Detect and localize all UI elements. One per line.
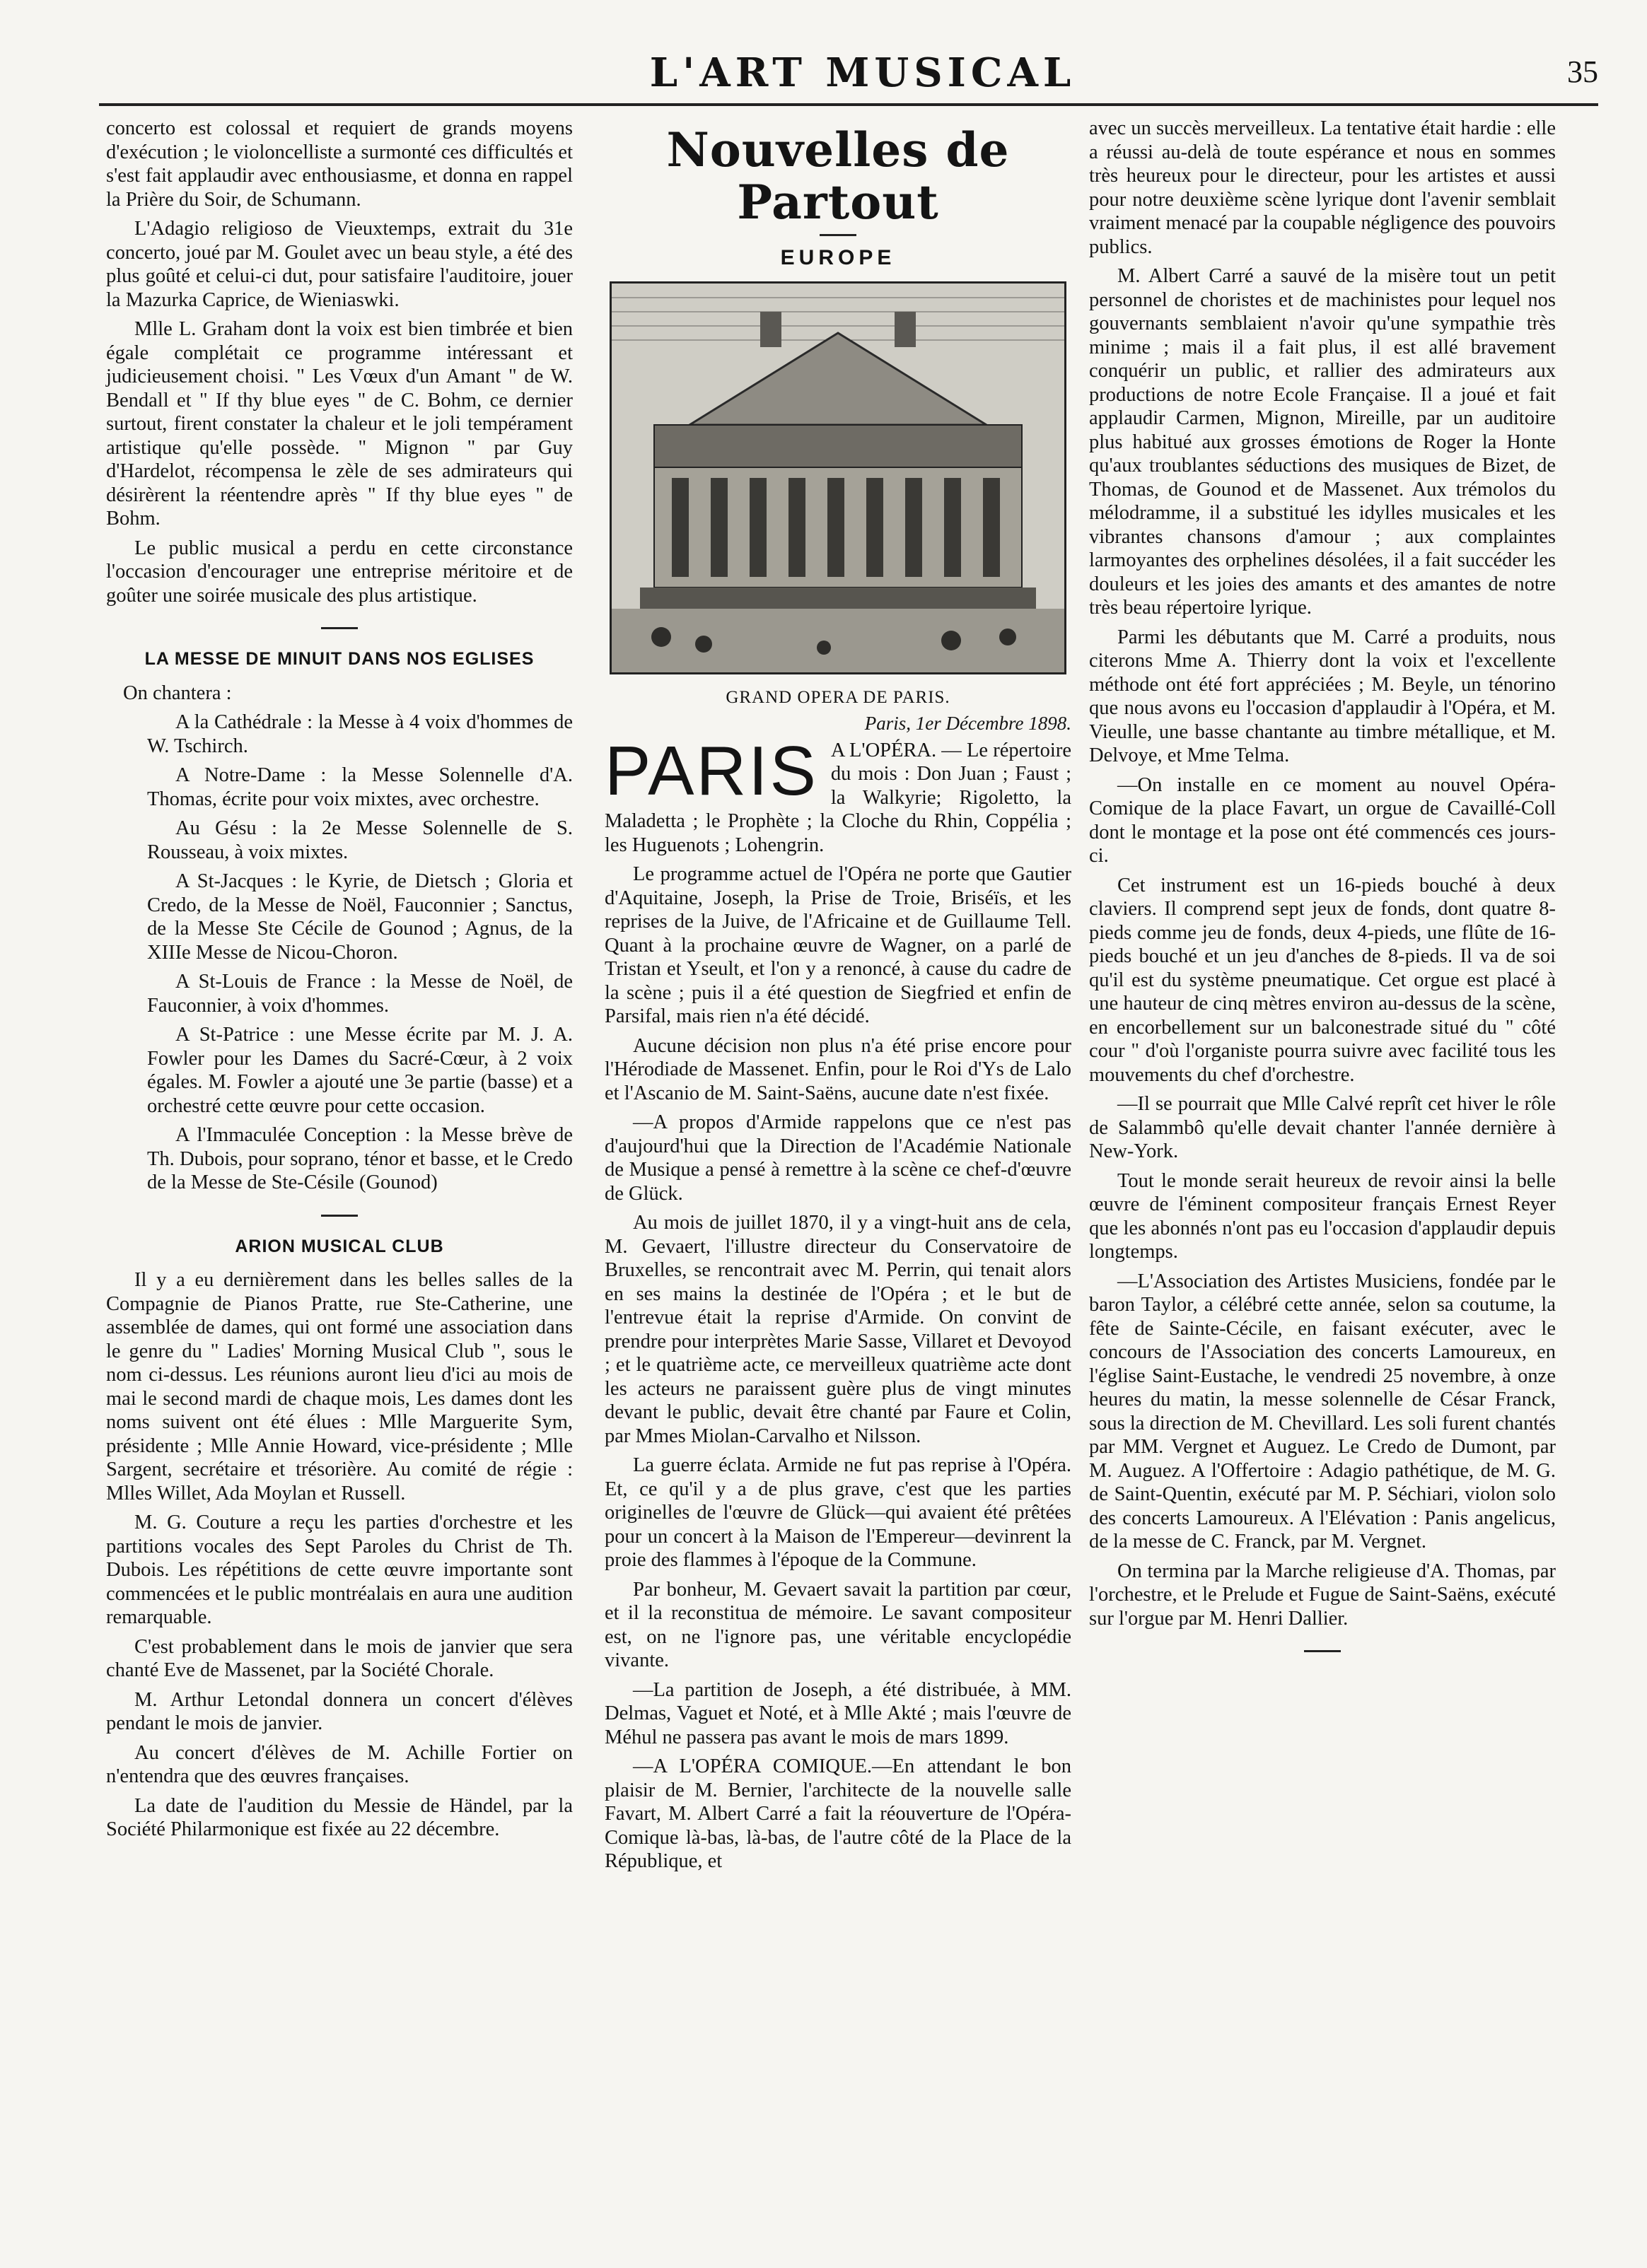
list-item: A St-Patrice : une Messe écrite par M. J. A. Fowler pour les Dames du Sacré-Cœur, à 2 voix égales. M. Fowler a ajouté une 3e partie (basse) et a orchestré cette œuvre pour cette occasion. <box>147 1024 573 1117</box>
paragraph: L'Adagio religioso de Vieuxtemps, extrait du 31e concerto, joué par M. Goulet avec un beau style, a été des plus goûté et celui-ci dut, pour satisfaire l'auditoire, jouer la Mazurka Caprice, de Wieniaswki. <box>106 218 573 311</box>
paragraph: M. Albert Carré a sauvé de la misère tout un petit personnel de choristes et de machinistes pour lequel nos gouvernants semblaient n'avoir qu'une sympathie très minime ; mais il a fait plus, il est allé bravement conquérir un public, et rallier des admirateurs aux productions de notre Ecole Française. Il a joué et fait applaudir Carmen, Mignon, Mireille, par un auditoire plus habitué aux grosses émotions de Roger la Honte qu'aux troublantes séductions des musiques de Bizet, de Thomas, de Gounod et de Massenet. Aux trémolos du mélodramme, il a substitué les idylles musicales et les vibrantes chansons d'amour ; aux complaintes larmoyantes des orphelines désolées, il a fait succéder les douleurs et les joies des amants et des amantes de notre très beau répertoire lyrique. <box>1089 265 1556 619</box>
column-3 <box>1089 117 1556 1671</box>
paragraph: Cet instrument est un 16-pieds bouché à deux claviers. Il comprend sept jeux de fonds, dont quatre 8-pieds comme jeu de fonds, deux 4-pieds, une flûte de 16-pieds bouché et un jeu d'anches de 8-pieds. Il va de soi qu'il est du système pneumatique. Cet orgue est placé à une hauteur de cinq mètres environ au-dessus de la scène, en encorbellement sur un balconestrade situé du " côté cour " d'où l'organiste pourra suivre avec facilité tous les mouvements du chef d'orchestre. <box>1089 874 1556 1086</box>
paragraph: —On installe en ce moment au nouvel Opéra-Comique de la place Favart, un orgue de Cavaillé-Coll dont le montage et la pose ont été commencés ces jours-ci. <box>1089 773 1556 867</box>
section-divider <box>321 627 358 629</box>
list-item: A la Cathédrale : la Messe à 4 voix d'hommes de W. Tschirch. <box>147 711 573 757</box>
subsection-title: EUROPE <box>780 246 896 269</box>
paragraph: C'est probablement dans le mois de janvier que sera chanté Eve de Massenet, par la Société Chorale. <box>106 1635 573 1681</box>
paragraph: La date de l'audition du Messie de Händel, par la Société Philarmonique est fixée au 22 décembre. <box>106 1794 573 1840</box>
opera-building-image <box>612 284 1064 672</box>
paragraph: avec un succès merveilleux. La tentative était hardie : elle a réussi au-delà de toute espérance et nous en sommes très heureux pour le directeur, pour les artistes et aussi pour notre deuxième scène lyrique dont l'avenir semblait vraiment menacé par la coupable négligence des pouvoirs publics. <box>1089 117 1556 258</box>
paragraph: Le programme actuel de l'Opéra ne porte que Gautier d'Aquitaine, Joseph, la Prise de Troie, Briséïs, et les reprises de la Juive, de l'Africaine et de Guillaume Tell. Quant à la prochaine œuvre de Wagner, on a parlé de Tristan et Yseult, et l'on y a renoncé, à cause du cadre de la scène ; puis il a été question de Siegfried et enfin de Parsifal, mais rien n'a été décidé. <box>605 863 1071 1027</box>
paragraph: Tout le monde serait heureux de revoir ainsi la belle œuvre de l'éminent compositeur français Ernest Reyer que les abonnés n'ont pas eu l'occasion d'applaudir depuis longtemps. <box>1089 1169 1556 1263</box>
messe-heading: LA MESSE DE MINUIT DANS NOS EGLISES <box>144 649 535 669</box>
dateline: Paris, 1er Décembre 1898. <box>864 713 1071 734</box>
list-item: A Notre-Dame : la Messe Solennelle d'A. Thomas, écrite pour voix mixtes, avec orchestre. <box>147 764 573 810</box>
masthead <box>99 44 1598 100</box>
paragraph: —A propos d'Armide rappelons que ce n'est pas d'aujourd'hui que la Direction de l'Académie Nationale de Musique a pensé à remettre à la scène ce chef-d'œuvre de Glück. <box>605 1111 1071 1205</box>
paragraph: Par bonheur, M. Gevaert savait la partition par cœur, et il la reconstitua de mémoire. Le savant compositeur est, on ne l'ignore pas, une véritable encyclopédie vivante. <box>605 1578 1071 1671</box>
paragraph: —A L'OPÉRA COMIQUE.—En attendant le bon plaisir de M. Bernier, l'architecte de la nouvelle salle Favart, M. Albert Carré a fait la réouverture de l'Opéra-Comique là-bas, là-bas, de l'autre côté de la Place de la République, et <box>605 1755 1071 1872</box>
header-rule <box>99 103 1598 106</box>
list-item: A l'Immaculée Conception : la Messe brève de Th. Dubois, pour soprano, ténor et basse, et le Credo de la Messe de Ste-Césile (Gounod) <box>147 1124 573 1193</box>
paragraph: —L'Association des Artistes Musiciens, fondée par le baron Taylor, a célébré cette année, selon sa coutume, la fête de Sainte-Cécile, en faisant exécuter, avec le concours de l'Association des concerts Lamoureux, en l'église Saint-Eustache, le vendredi 25 novembre, à onze heures du matin, la messe solennelle de César Franck, sous la direction de M. Chevillard. Les soli furent chantés par MM. Vergnet et Auguez. Le Credo de Dumont, par M. Auguez. A l'Offertoire : Adagio pathétique, de M. G. de Saint-Quentin, exécuté par M. P. Séchiari, violon solo des concerts Lamoureux. A l'Elévation : Panis angelicus, de la messe de C. Franck, par M. Vergnet. <box>1089 1270 1556 1553</box>
column-1 <box>106 117 573 1847</box>
paragraph: Au mois de juillet 1870, il y a vingt-huit ans de cela, M. Gevaert, l'illustre directeur du Conservatoire de Bruxelles, se rencontrait avec M. Perrin, qui tenait alors en ses mains la destinée de l'Opéra ; et le but de l'entrevue était la reprise d'Armide. On convint de prendre pour interprètes Marie Sasse, Villaret et Devoyod ; et le quatrième acte, ce merveilleux quatrième acte dont les acteurs ne paraissent guère plus de vingt minutes devant le public, devait être chanté par Faure et Colin, par Mmes Miolan-Carvalho et Nilsson. <box>605 1212 1071 1447</box>
section-title: Nouvelles de Partout <box>666 122 1010 230</box>
paragraph: Parmi les débutants que M. Carré a produits, nous citerons Mme A. Thierry dont la voix et l'excellente méthode ont été fort appréciées ; M. Beyle, un ténorino que nous avons eu l'occasion d'applaudir à l'Opéra, et M. Vieulle, une basse chantante au timbre métallique, et M. Delvoye, et Mme Telma. <box>1089 626 1556 766</box>
section-divider <box>820 234 856 236</box>
lead-article <box>605 731 1071 858</box>
paragraph: M. Arthur Letondal donnera un concert d'élèves pendant le mois de janvier. <box>106 1688 573 1734</box>
section-divider <box>321 1215 358 1217</box>
paragraph: On termina par la Marche religieuse d'A. Thomas, par l'orchestre, et le Prelude et Fugue de Saint-Saëns, exécuté sur l'orgue par M. Henri Dallier. <box>1089 1560 1556 1630</box>
messe-intro: On chantera : <box>123 682 232 704</box>
paragraph: —La partition de Joseph, a été distribuée, à MM. Delmas, Vaguet et Noté, et à Mlle Akté ; mais l'œuvre de Méhul ne passera pas avant le mois de mars 1899. <box>605 1678 1071 1748</box>
paragraph: —Il se pourrait que Mlle Calvé reprît cet hiver le rôle de Salammbô qu'elle devait chanter l'année dernière à New-York. <box>1089 1093 1556 1162</box>
arion-heading: ARION MUSICAL CLUB <box>235 1236 444 1256</box>
section-divider <box>1304 1650 1341 1652</box>
paragraph: La guerre éclata. Armide ne fut pas reprise à l'Opéra. Et, ce qu'il y a de plus grave, c'est que les parties originelles de l'œuvre de Glück—qui avaient été prêtées pour un concert à la Maison de l'Empereur—devinrent la proie des flammes à l'époque de la Commune. <box>605 1454 1071 1571</box>
paragraph: Mlle L. Graham dont la voix est bien timbrée et bien égale complétait ce programme intéressant et judicieusement choisi. " Les Vœux d'un Amant " de W. Bendall et " If thy blue eyes " de C. Bohm, ce dernier surtout, firent constater la chaleur et le joli tempérament artistique qu'elle possède. " Mignon " par Guy d'Hardelot, récompensa le zèle de ses admirateurs qui désirèrent la réentendre après " If thy blue eyes " de Bohm. <box>106 318 573 530</box>
paragraph: Aucune décision non plus n'a été prise encore pour l'Hérodiade de Massenet. Enfin, pour le Roi d'Ys de Lalo et l'Ascanio de M. Saint-Saëns, aucune date n'est fixée. <box>605 1034 1071 1104</box>
list-item: A St-Louis de France : la Messe de Noël, de Fauconnier, à voix d'hommes. <box>147 971 573 1017</box>
column-2 <box>605 117 1071 1879</box>
drop-word: PARIS <box>605 731 818 809</box>
illustration-caption: GRAND OPERA DE PARIS. <box>726 687 950 707</box>
paragraph: concerto est colossal et requiert de grands moyens d'exécution ; le violoncelliste a surmonté ces difficultés et s'est fait applaudir avec enthousiasme, et donna en rappel la Prière du Soir, de Schumann. <box>106 117 573 211</box>
journal-title: L'ART MUSICAL <box>649 49 1076 96</box>
page-number: 35 <box>1567 54 1598 89</box>
paragraph: Au concert d'élèves de M. Achille Fortier on n'entendra que des œuvres françaises. <box>106 1741 573 1787</box>
list-item: A St-Jacques : le Kyrie, de Dietsch ; Gloria et Credo, de la Messe de Noël, Fauconnier ; Sanctus, de la Messe Ste Cécile de Gounod ; Agnus, de la XIIIe Messe de Nicou-Choron. <box>147 870 573 964</box>
list-item: Au Gésu : la 2e Messe Solennelle de S. Rousseau, à voix mixtes. <box>147 817 573 863</box>
paragraph: M. G. Couture a reçu les parties d'orchestre et les partitions vocales des Sept Paroles du Christ de Th. Dubois. Les répétitions de cette œuvre importante sont commencées et le public montréalais en aura une audition remarquable. <box>106 1512 573 1628</box>
opera-illustration <box>610 281 1066 674</box>
paragraph: Le public musical a perdu en cette circonstance l'occasion d'encourager une entreprise méritoire et de goûter une soirée musicale des plus artistique. <box>106 537 573 607</box>
paragraph: Il y a eu dernièrement dans les belles salles de la Compagnie de Pianos Pratte, rue Ste-Catherine, une assemblée de dames, qui ont formé une association dans le genre du " Ladies' Morning Musical Club ", sous le nom ci-dessus. Les réunions auront lieu d'ici au mois de mai le second mardi de chaque mois, Les dames dont les noms suivent ont été élues : Mlle Marguerite Sym, présidente ; Mlle Annie Howard, vice-présidente ; Mlle Sargent, secrétaire et trésorière. Au comité de régie : Mlles Willet, Ada Moylan et Russell. <box>106 1269 573 1504</box>
paragraph: A L'OPÉRA. — Le répertoire du mois : Don Juan ; Faust ; la Walkyrie; Rigoletto, la Maladetta ; le Prophète ; la Cloche du Rhin, Coppélia ; les Huguenots ; Lohengrin. <box>605 739 1071 856</box>
